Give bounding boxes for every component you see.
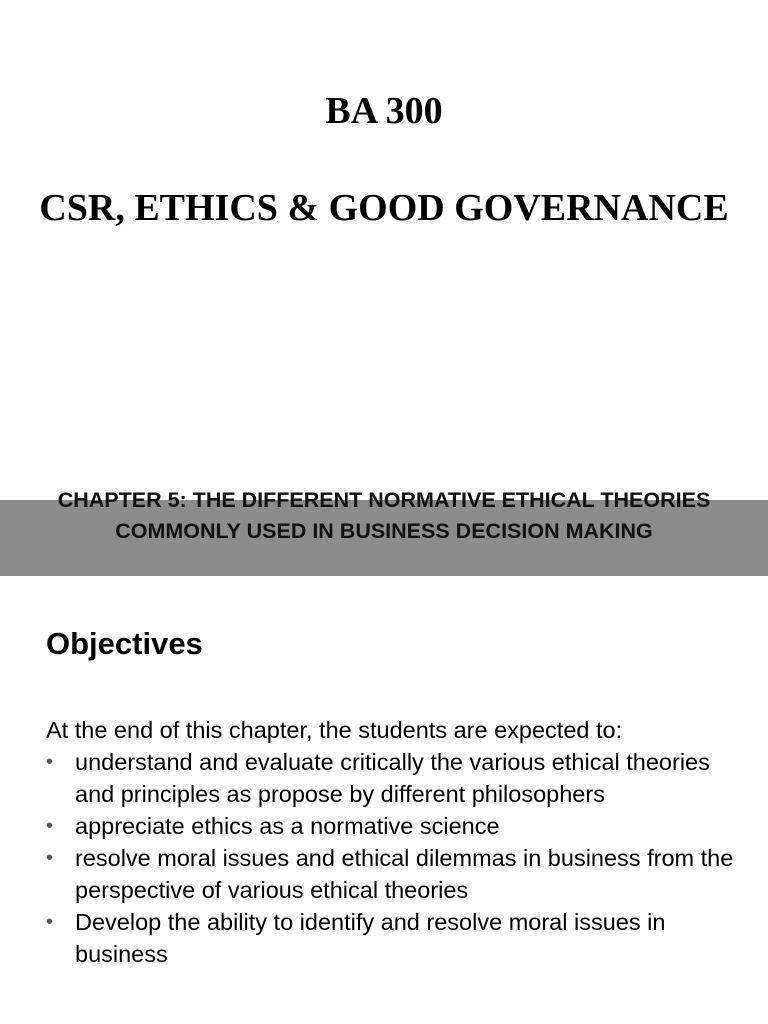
bullet-icon: • (46, 847, 54, 869)
course-title: CSR, ETHICS & GOOD GOVERNANCE (39, 187, 729, 229)
objective-text: appreciate ethics as a normative science (75, 813, 500, 839)
objective-text: Develop the ability to identify and resolve moral issues in business (75, 909, 666, 967)
objectives-intro: At the end of this chapter, the students are expected to: (46, 717, 623, 743)
chapter-heading: CHAPTER 5: THE DIFFERENT NORMATIVE ETHICAL THEORIES COMMONLY USED IN BUSINESS DECISION MAKING (57, 488, 711, 543)
bullet-icon: • (46, 751, 54, 773)
course-code: BA 300 (325, 90, 443, 132)
objectives-body (46, 714, 736, 970)
objective-item (46, 842, 736, 906)
objectives-list (46, 746, 736, 970)
slide-title-block (0, 88, 768, 234)
objective-text: resolve moral issues and ethical dilemmas in business from the perspective of various ethical theories (75, 845, 734, 903)
bullet-icon: • (46, 815, 54, 837)
objective-text: understand and evaluate critically the various ethical theories and principles as propose by different philosophers (75, 749, 710, 807)
bullet-icon: • (46, 911, 54, 933)
objective-item (46, 906, 736, 970)
objectives-heading: Objectives (46, 626, 203, 661)
objective-item (46, 810, 736, 842)
objective-item (46, 746, 736, 810)
